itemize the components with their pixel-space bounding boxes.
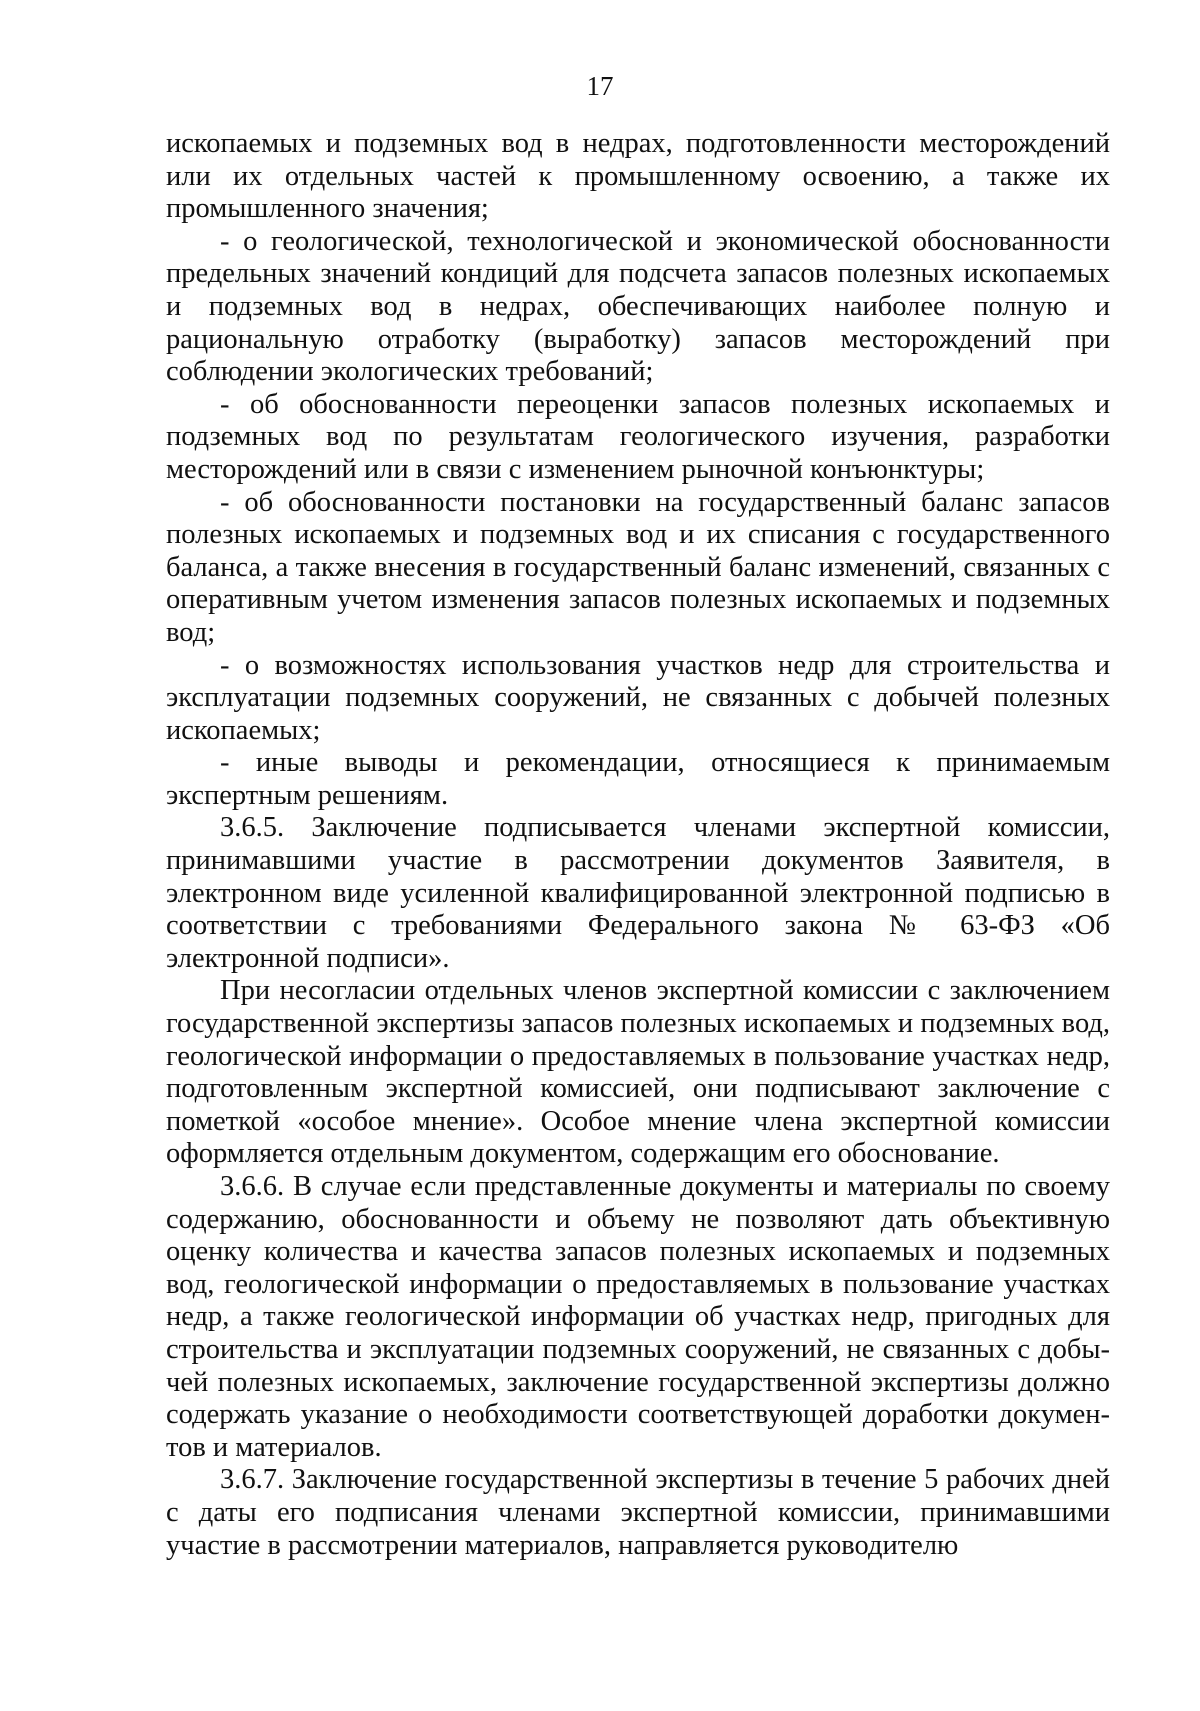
- document-body: [166, 128, 1110, 1562]
- list-item-underground-structures: - о возможностях использования участков недр для строительства и эксплуатации подземных сооружений, не связанных с добычей полезных ископаемых;: [166, 649, 1110, 746]
- page-number: 17: [586, 71, 614, 101]
- paragraph-dissent: При несогласии отдельных членов экспертной комиссии с заключением государственной экспертизы запасов полезных ископаемых и подземных вод, геологической информации о предоставляемых в пользование участках недр, подготовленным экспертной комиссией, они подписывают заключение с пометкой «особое мнение». Особое мнение члена экспертной комиссии оформляется отдельным документом, содержащим его обоснование.: [166, 975, 1110, 1170]
- list-item-other-conclusions: - иные выводы и рекомендации, относящиеся к принимаемым экспертным решениям.: [166, 747, 1110, 811]
- list-item-geological-justification: - о геологической, технологической и экономической обоснованности предельных значений кондиций для подсчета запасов полезных ископаемых и подземных вод в недрах, обеспечивающих наиболее полную и рациональную отработку (выработку) запасов месторождений при соблюдении экологических требований;: [166, 225, 1110, 388]
- paragraph-continuation: ископаемых и подземных вод в недрах, подготовленности месторождений или их отдельных частей к промышленному освоению, а также их промышленного значения;: [166, 128, 1110, 225]
- clause-3-6-5: 3.6.5. Заключение подписывается членами экспертной комиссии, принимавшими участие в рассмотрении документов Заявителя, в электронном виде усиленной квалифицированной электронной подписью в соответствии с требованиями Федерального закона № 63-ФЗ «Об электронной подписи».: [166, 812, 1110, 974]
- list-item-state-balance: - об обоснованности постановки на государственный баланс запасов полезных ископаемых и подземных вод и их списания с государственного баланса, а также внесения в государственный баланс изменений, связанных с оперативным учетом изменения запасов полезных ископаемых и подземных вод;: [166, 486, 1110, 648]
- clause-3-6-6: 3.6.6. В случае если представленные документы и материалы по своему содержанию, обоснованности и объему не позволяют дать объективную оценку количества и качества запасов полезных ископаемых и подземных вод, геологической информации о предоставляемых в пользование участках недр, а также геологической информации об участках недр, пригодных для строительства и эксплуатации подземных сооружений, не связанных с добы-чей полезных ископаемых, заключение государственной экспертизы должно содержать указание о необходимости соответствующей доработки докумен-тов и материалов.: [166, 1171, 1110, 1463]
- clause-3-6-7: 3.6.7. Заключение государственной экспертизы в течение 5 рабочих дней с даты его подписания членами экспертной комиссии, принимавшими участие в рассмотрении материалов, направляется руководителю: [166, 1464, 1110, 1561]
- list-item-reassessment: - об обоснованности переоценки запасов полезных ископаемых и подземных вод по результатам геологического изучения, разработки месторождений или в связи с изменением рыночной конъюнктуры;: [166, 388, 1110, 485]
